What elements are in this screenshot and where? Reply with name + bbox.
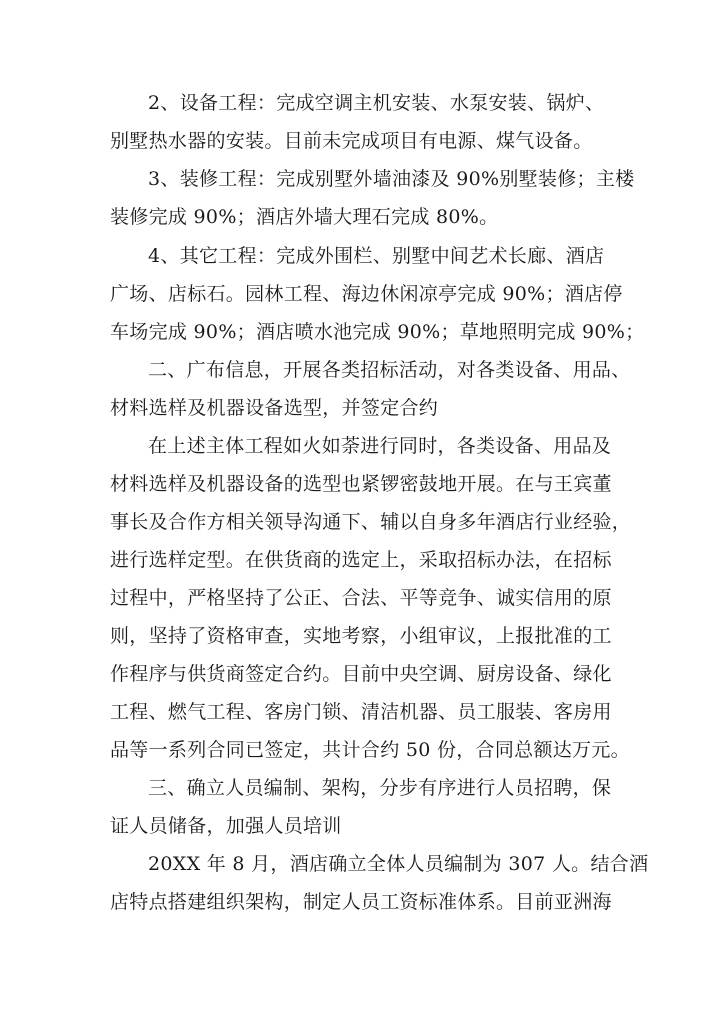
text-line: 事长及合作方相关领导沟通下、辅以自身多年酒店行业经验， (110, 511, 632, 533)
section-heading-tendering (110, 351, 631, 427)
text-line: 别墅热水器的安装。目前未完成项目有电源、煤气设备。 (110, 130, 593, 152)
section-heading-staffing (110, 769, 610, 845)
text-line: 进行选样定型。在供货商的选定上，采取招标办法，在招标 (110, 549, 612, 571)
text-line: 20XX 年 8 月，酒店确立全体人员编制为 307 人。结合酒 (148, 853, 649, 875)
text-line: 证人员储备，加强人员培训 (110, 815, 342, 837)
text-line: 3、装修工程：完成别墅外墙油漆及 90%别墅装修；主楼 (148, 168, 635, 190)
text-line: 2、设备工程：完成空调主机安装、水泵安装、锅炉、 (148, 92, 605, 114)
text-line: 车场完成 90%；酒店喷水池完成 90%；草地照明完成 90%； (110, 321, 645, 343)
text-line: 在上述主体工程如火如荼进行同时，各类设备、用品及 (148, 435, 612, 457)
text-line: 品等一系列合同已签定，共计合约 50 份，合同总额达万元。 (110, 739, 630, 761)
paragraph-equipment (110, 84, 610, 160)
paragraph-other-works (110, 237, 645, 351)
text-line: 材料选样及机器设备选型，并签定合约 (110, 397, 439, 419)
text-line: 作程序与供货商签定合约。目前中央空调、厨房设备、绿化 (110, 663, 612, 685)
text-line: 过程中，严格坚持了公正、合法、平等竞争、诚实信用的原 (110, 587, 612, 609)
text-line: 4、其它工程：完成外围栏、别墅中间艺术长廊、酒店 (148, 245, 605, 267)
paragraph-decoration (110, 160, 635, 236)
text-line: 广场、店标石。园林工程、海边休闲凉亭完成 90%；酒店停 (110, 283, 623, 305)
text-line: 店特点搭建组织架构，制定人员工资标准体系。目前亚洲海 (110, 891, 612, 913)
text-line: 三、确立人员编制、架构，分步有序进行人员招聘，保 (148, 777, 612, 799)
text-line: 则，坚持了资格审查，实地考察，小组审议，上报批准的工 (110, 625, 612, 647)
text-line: 装修完成 90%；酒店外墙大理石完成 80%。 (110, 206, 499, 228)
text-line: 材料选样及机器设备的选型也紧锣密鼓地开展。在与王宾董 (110, 473, 612, 495)
paragraph-tendering-body (110, 427, 632, 769)
paragraph-staffing-body (110, 845, 649, 921)
text-line: 二、广布信息，开展各类招标活动，对各类设备、用品、 (148, 359, 631, 381)
text-line: 工程、燃气工程、客房门锁、清洁机器、员工服装、客房用 (110, 701, 612, 723)
